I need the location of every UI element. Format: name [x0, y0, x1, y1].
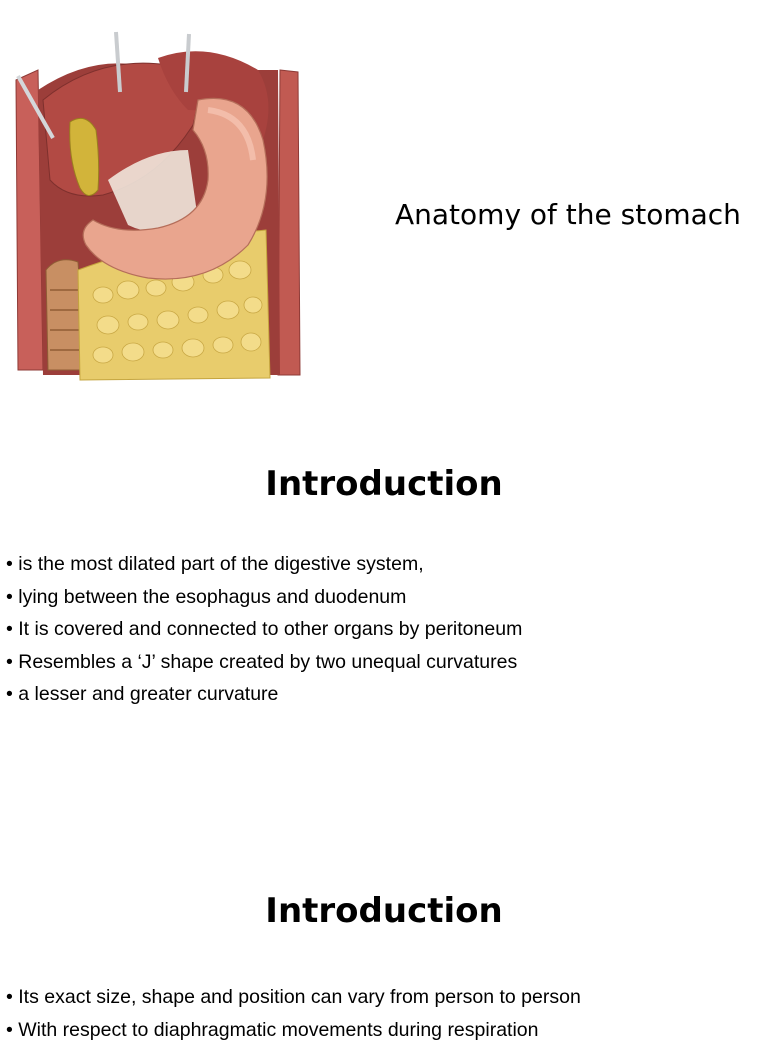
slide-introduction-1 — [0, 430, 768, 855]
stomach-anatomy-image — [8, 30, 308, 390]
bullet-list — [6, 548, 522, 711]
slide-heading: Introduction — [0, 464, 768, 504]
bullet-item: • is the most dilated part of the digestive system, — [6, 548, 522, 581]
bullet-item: • It is covered and connected to other organs by peritoneum — [6, 613, 522, 646]
bullet-item: • a lesser and greater curvature — [6, 678, 522, 711]
bullet-item: • lying between the esophagus and duodenum — [6, 581, 522, 614]
slide-title — [0, 0, 768, 430]
bullet-list — [6, 981, 581, 1046]
bullet-item: • With respect to diaphragmatic movements during respiration — [6, 1014, 581, 1046]
bullet-item: • Resembles a ‘J’ shape created by two unequal curvatures — [6, 646, 522, 679]
bullet-item: • Its exact size, shape and position can vary from person to person — [6, 981, 581, 1014]
slide-title-text: Anatomy of the stomach — [395, 198, 741, 231]
slide-heading: Introduction — [0, 891, 768, 931]
slide-introduction-2 — [0, 855, 768, 1024]
